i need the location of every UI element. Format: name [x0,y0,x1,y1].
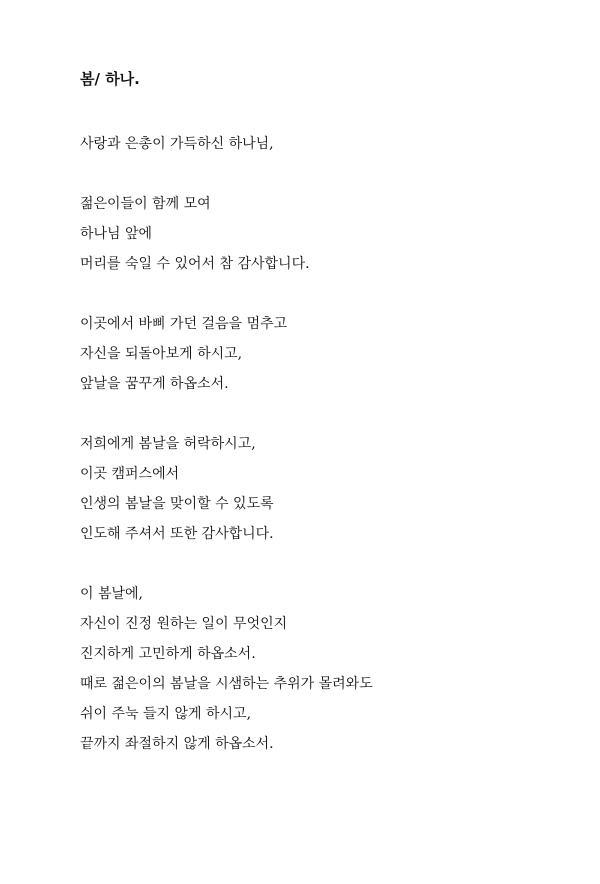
poem-line: 진지하게 고민하게 하옵소서. [80,646,256,662]
poem-line: 사랑과 은총이 가득하신 하나님, [80,136,274,152]
poem-line: 인생의 봄날을 맞이할 수 있도록 [80,496,274,512]
poem-line: 때로 젊은이의 봄날을 시샘하는 추위가 몰려와도 [80,676,373,692]
poem-line: 이 봄날에, [80,586,143,602]
poem-line: 머리를 숙일 수 있어서 참 감사합니다. [80,256,310,272]
poem-line: 하나님 앞에 [80,226,153,242]
poem-title: 봄/ 하나. [80,70,140,88]
poem-line: 쉬이 주눅 들지 않게 하시고, [80,706,252,722]
poem-line: 저희에게 봄날을 허락하시고, [80,436,256,452]
poem-line: 인도해 주셔서 또한 감사합니다. [80,526,274,542]
poem-line: 자신을 되돌아보게 하시고, [80,346,243,362]
poem-line: 자신이 진정 원하는 일이 무엇인지 [80,616,288,632]
poem-line: 이곳 캠퍼스에서 [80,466,180,482]
poem-line: 끝까지 좌절하지 않게 하옵소서. [80,736,274,752]
poem-line: 앞날을 꿈꾸게 하옵소서. [80,376,229,392]
poem-line: 젊은이들이 함께 모여 [80,196,211,212]
poem-line: 이곳에서 바삐 가던 걸음을 멈추고 [80,316,288,332]
